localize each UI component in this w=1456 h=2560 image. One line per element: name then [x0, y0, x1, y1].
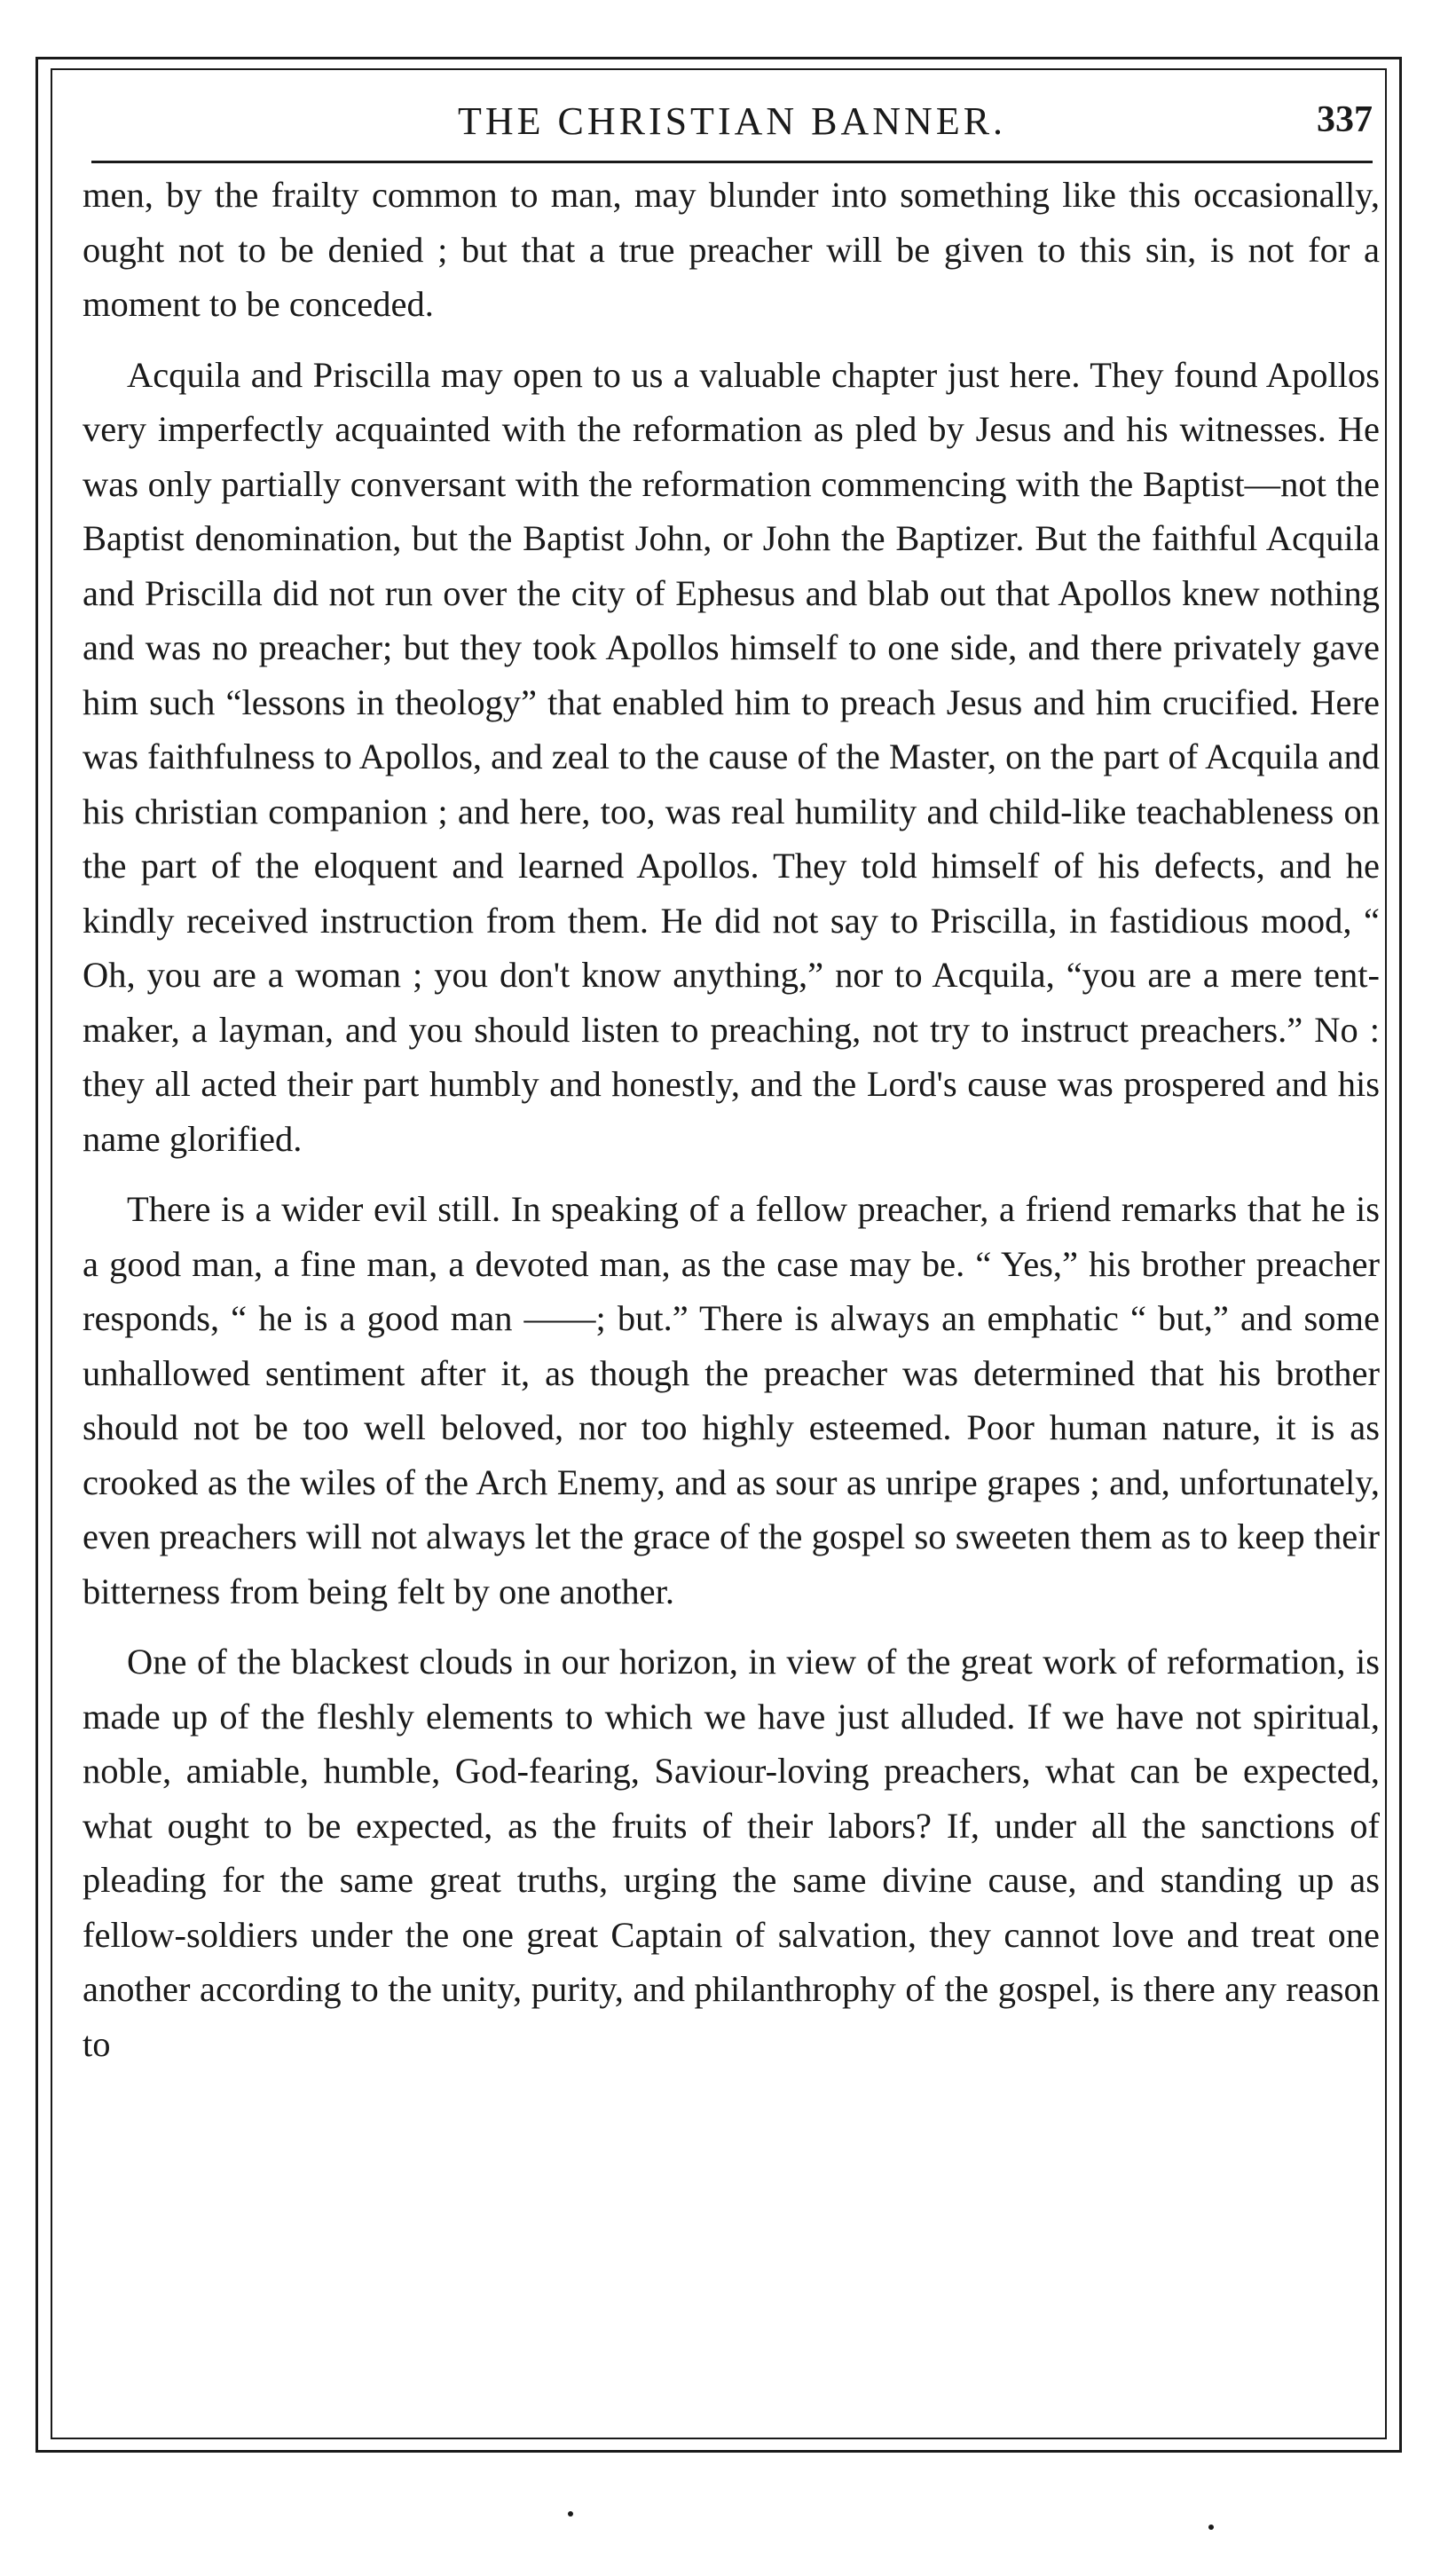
page-border	[35, 57, 1402, 2453]
paragraph-continued: men, by the frailty common to man, may blunder into something like this occasionally, ought not to be denied ; but that a true preacher will be given to this sin, is not for a moment to be conceded.	[83, 175, 1380, 324]
article-body	[83, 168, 1380, 2087]
paragraph-wider-evil: There is a wider evil still. In speaking of a fellow preacher, a friend remarks that he is a good man, a fine man, a devoted man, as the case may be. “ Yes,” his brother preacher responds, “ he is a good man ——; but.” There is always an emphatic “ but,” and some unhallowed sentiment after it, as though the preacher was determined that his brother should not be too well beloved, nor too highly esteemed. Poor human nature, it is as crooked as the wiles of the Arch Enemy, and as sour as unripe grapes ; and, unfortunately, even preachers will not always let the grace of the gospel so sweeten them as to keep their bitterness from being felt by one another.	[83, 1189, 1380, 1611]
journal-title: THE CHRISTIAN BANNER.	[457, 99, 1007, 143]
print-speck	[568, 2511, 573, 2517]
print-speck	[1208, 2525, 1214, 2530]
page-number: 337	[1317, 99, 1373, 140]
paragraph-acquila-priscilla: Acquila and Priscilla may open to us a valuable chapter just here. They found Apollos very imperfectly acquainted with the reformation as pled by Jesus and his witnesses. He was only partially conversant with the reformation commencing with the Baptist—not the Baptist denomination, but the Baptist John, or John the Baptizer. But the faithful Acquila and Priscilla did not run over the city of Ephesus and blab out that Apollos knew nothing and was no preacher; but they took Apollos himself to one side, and there privately gave him such “lessons in theology” that enabled him to preach Jesus and him crucified. Here was faithfulness to Apollos, and zeal to the cause of the Master, on the part of Acquila and his christian companion ; and here, too, was real humility and child-like teachableness on the part of the eloquent and learned Apollos. They told himself of his defects, and he kindly received instruction from them. He did not say to Priscilla, in fastidious mood, “ Oh, you are a woman ; you don't know anything,” nor to Acquila, “you are a mere tent-maker, a layman, and you should listen to preaching, not try to instruct preachers.” No : they all acted their part humbly and honestly, and the Lord's cause was prospered and his name glorified.	[83, 354, 1380, 1159]
paragraph-blackest-clouds: One of the blackest clouds in our horizon, in view of the great work of reformation, is made up of the fleshly elements to which we have just alluded. If we have not spiritual, noble, amiable, humble, God-fearing, Saviour-loving preachers, what can be expected, what ought to be expected, as the fruits of their labors? If, under all the sanctions of pleading for the same great truths, urging the same divine cause, and standing up as fellow-soldiers under the one great Captain of salvation, they cannot love and treat one another according to the unity, purity, and philanthrophy of the gospel, is there any reason to	[83, 1642, 1380, 2064]
running-head	[91, 90, 1373, 163]
